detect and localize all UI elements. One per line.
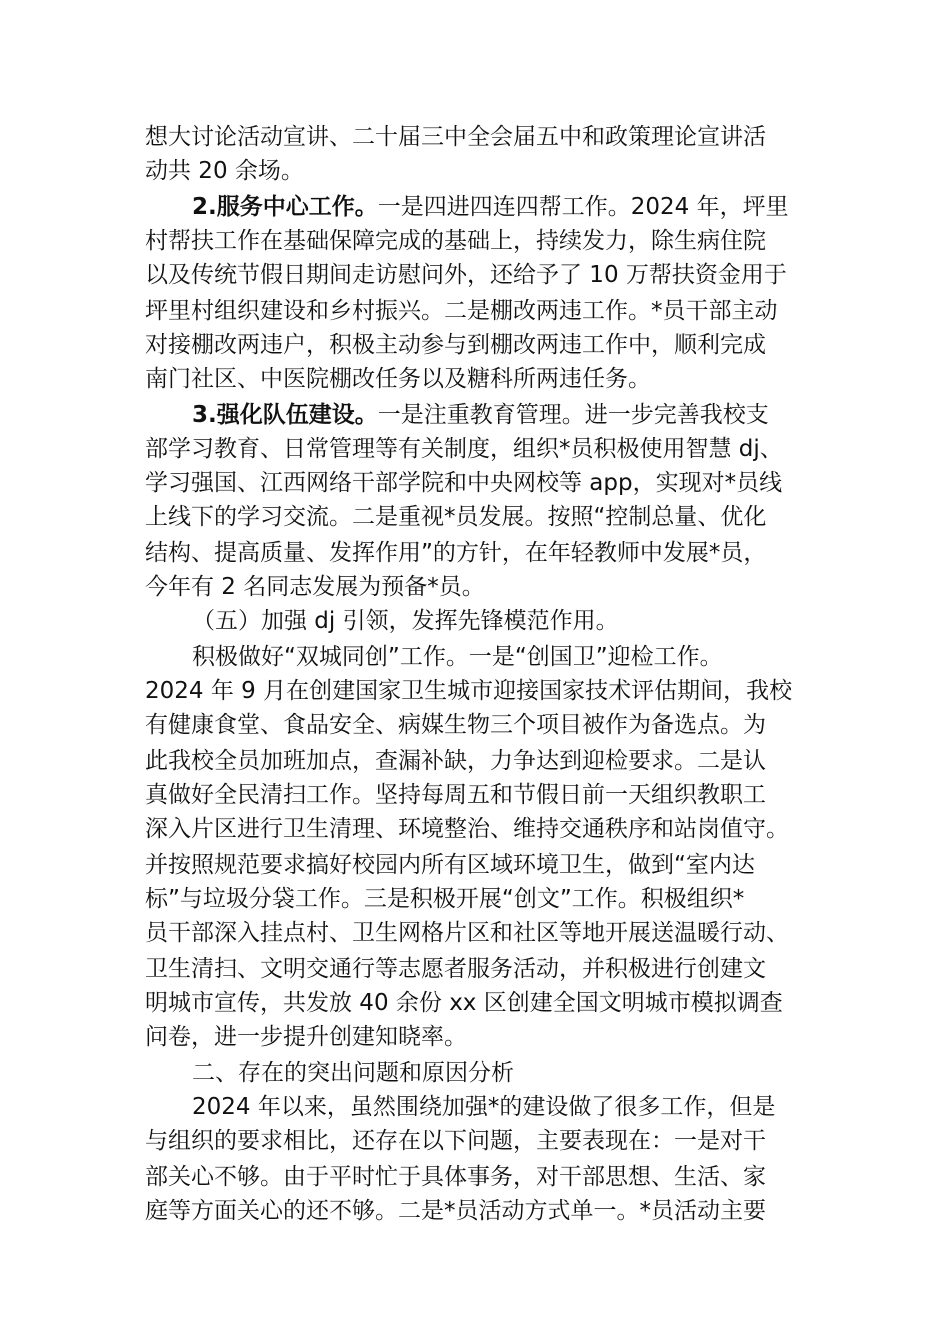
text-line: 问卷，进一步提升创建知晓率。	[145, 1024, 467, 1050]
paragraph-line	[192, 190, 789, 224]
text-line: 南门社区、中医院棚改任务以及糖科所两违任务。	[145, 366, 651, 392]
text-line: 部关心不够。由于平时忙于具体事务，对干部思想、生活、家	[145, 1164, 766, 1190]
text-line: 庭等方面关心的还不够。二是*员活动方式单一。*员活动主要	[145, 1198, 766, 1224]
text-line: 2024 年 9 月在创建国家卫生城市迎接国家技术评估期间，我校	[145, 678, 793, 704]
text-line: 有健康食堂、食品安全、病媒生物三个项目被作为备选点。为	[145, 712, 766, 738]
text-line: 结构、提高质量、发挥作用”的方针，在年轻教师中发展*员，	[145, 540, 767, 566]
text-line: 积极做好“双城同创”工作。一是“创国卫”迎检工作。	[192, 644, 723, 670]
text-line: 坪里村组织建设和乡村振兴。二是棚改两违工作。*员干部主动	[145, 298, 778, 324]
paragraph-line	[192, 398, 769, 432]
section-heading: 2.服务中心工作。	[192, 194, 378, 220]
text-line: 今年有 2 名同志发展为预备*员。	[145, 574, 485, 600]
text-line: 学习强国、江西网络干部学院和中央网校等 app，实现对*员线	[145, 470, 783, 496]
text-line: 此我校全员加班加点，查漏补缺，力争达到迎检要求。二是认	[145, 748, 766, 774]
text-span: 一是四进四连四帮工作。2024 年，坪里	[377, 194, 789, 220]
text-line: 卫生清扫、文明交通行等志愿者服务活动，并积极进行创建文	[145, 956, 766, 982]
text-line: 对接棚改两违户，积极主动参与到棚改两违工作中，顺利完成	[145, 332, 766, 358]
text-line: 想大讨论活动宣讲、二十届三中全会届五中和政策理论宣讲活	[145, 124, 766, 150]
text-line: 村帮扶工作在基础保障完成的基础上，持续发力，除生病住院	[145, 228, 766, 254]
text-line: 深入片区进行卫生清理、环境整治、维持交通秩序和站岗值守。	[145, 816, 789, 842]
text-line: 以及传统节假日期间走访慰问外，还给予了 10 万帮扶资金用于	[145, 262, 787, 288]
text-line: 动共 20 余场。	[145, 158, 304, 184]
text-line: 员干部深入挂点村、卫生网格片区和社区等地开展送温暖行动、	[145, 920, 789, 946]
text-span: 一是注重教育管理。进一步完善我校支	[377, 402, 769, 428]
text-line: 明城市宣传，共发放 40 余份 xx 区创建全国文明城市模拟调查	[145, 990, 783, 1016]
text-line: 2024 年以来，虽然围绕加强*的建设做了很多工作，但是	[192, 1094, 776, 1120]
text-line: 部学习教育、日常管理等有关制度，组织*员积极使用智慧 dj、	[145, 436, 783, 462]
subsection-heading: （五）加强 dj 引领，发挥先锋模范作用。	[192, 608, 619, 634]
section-heading: 二、存在的突出问题和原因分析	[192, 1060, 514, 1086]
text-line: 标”与垃圾分袋工作。三是积极开展“创文”工作。积极组织*	[145, 886, 745, 912]
text-line: 真做好全民清扫工作。坚持每周五和节假日前一天组织教职工	[145, 782, 766, 808]
section-heading: 3.强化队伍建设。	[192, 402, 378, 428]
text-line: 上线下的学习交流。二是重视*员发展。按照“控制总量、优化	[145, 504, 767, 530]
text-line: 与组织的要求相比，还存在以下问题，主要表现在：一是对干	[145, 1128, 766, 1154]
text-line: 并按照规范要求搞好校园内所有区域环境卫生，做到“室内达	[145, 852, 755, 878]
